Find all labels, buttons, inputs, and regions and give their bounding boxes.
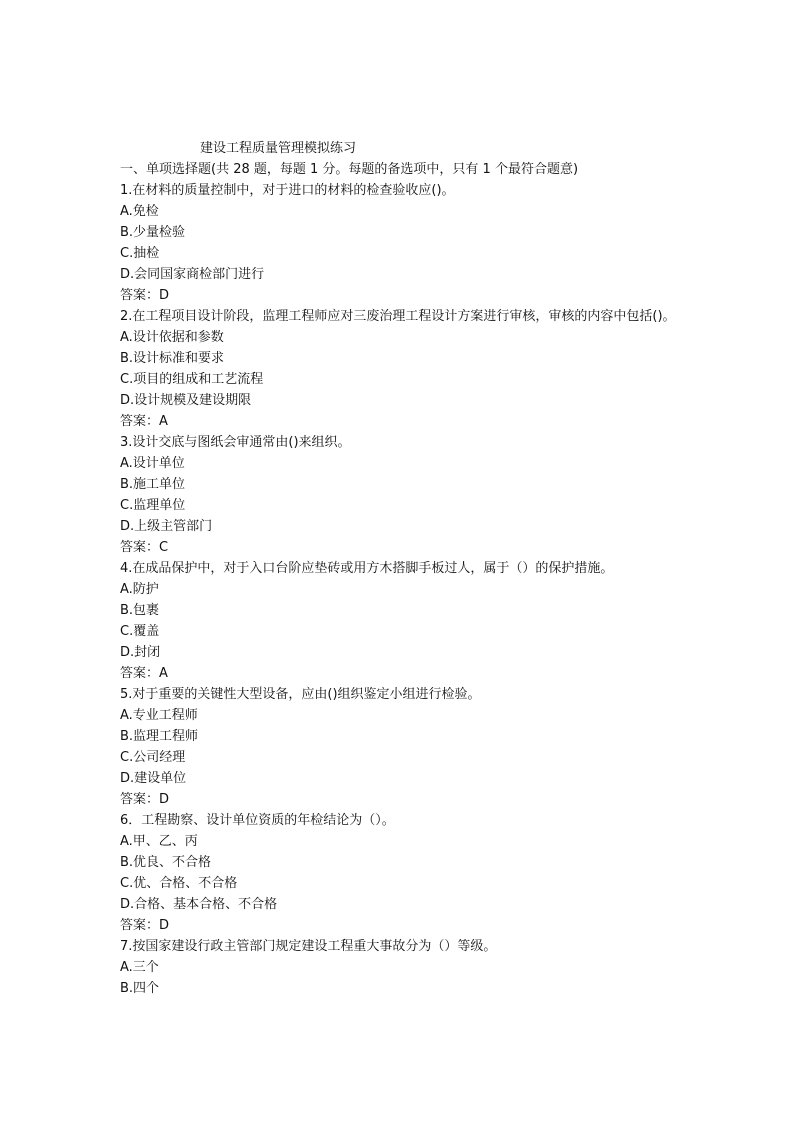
option: A.甲、乙、丙: [120, 834, 198, 849]
document-content: [120, 138, 700, 999]
option: C.覆盖: [120, 624, 160, 639]
option: B.监理工程师: [120, 729, 199, 744]
option: D.合格、基本合格、不合格: [120, 897, 278, 912]
option: C.优、合格、不合格: [120, 876, 238, 891]
question-stem: 7.按国家建设行政主管部门规定建设工程重大事故分为（）等级。: [120, 939, 497, 954]
option: D.上级主管部门: [120, 519, 213, 534]
option: B.优良、不合格: [120, 855, 212, 870]
question-stem: 5.对于重要的关键性大型设备，应由()组织鉴定小组进行检验。: [120, 687, 481, 702]
option: A.设计依据和参数: [120, 330, 224, 345]
option: D.封闭: [120, 645, 161, 660]
answer: 答案：A: [120, 666, 168, 681]
question-stem: 1.在材料的质量控制中，对于进口的材料的检查验收应()。: [120, 183, 455, 198]
question-stem: 4.在成品保护中，对于入口台阶应垫砖或用方木搭脚手板过人，属于（）的保护措施。: [120, 561, 614, 576]
option: A.防护: [120, 582, 159, 597]
question: [120, 180, 700, 306]
answer: 答案：C: [120, 540, 169, 555]
answer: 答案：A: [120, 414, 168, 429]
option: D.设计规模及建设期限: [120, 393, 252, 408]
option: C.公司经理: [120, 750, 186, 765]
question: [120, 936, 700, 999]
question: [120, 558, 700, 684]
option: A.专业工程师: [120, 708, 198, 723]
option: B.少量检验: [120, 225, 186, 240]
question: [120, 684, 700, 810]
question: [120, 432, 700, 558]
section-heading: 一、单项选择题(共 28 题，每题 1 分。每题的备选项中，只有 1 个最符合题意): [120, 162, 579, 177]
option: C.抽检: [120, 246, 160, 261]
option: B.施工单位: [120, 477, 186, 492]
option: A.设计单位: [120, 456, 185, 471]
question: [120, 810, 700, 936]
answer: 答案：D: [120, 288, 170, 303]
option: D.会同国家商检部门进行: [120, 267, 265, 282]
question-stem: 3.设计交底与图纸会审通常由()来组织。: [120, 435, 351, 450]
option: B.设计标准和要求: [120, 351, 225, 366]
option: A.三个: [120, 960, 159, 975]
option: C.监理单位: [120, 498, 186, 513]
answer: 答案：D: [120, 918, 170, 933]
option: B.包裹: [120, 603, 160, 618]
option: C.项目的组成和工艺流程: [120, 372, 264, 387]
question-stem: 6．工程勘察、设计单位资质的年检结论为（）。: [120, 813, 395, 828]
question-stem: 2.在工程项目设计阶段，监理工程师应对三废治理工程设计方案进行审核，审核的内容中包括()。: [120, 309, 676, 324]
option: A.免检: [120, 204, 159, 219]
answer: 答案：D: [120, 792, 170, 807]
question: [120, 306, 700, 432]
option: B.四个: [120, 981, 160, 996]
option: D.建设单位: [120, 771, 187, 786]
document-title: 建设工程质量管理模拟练习: [200, 141, 357, 156]
